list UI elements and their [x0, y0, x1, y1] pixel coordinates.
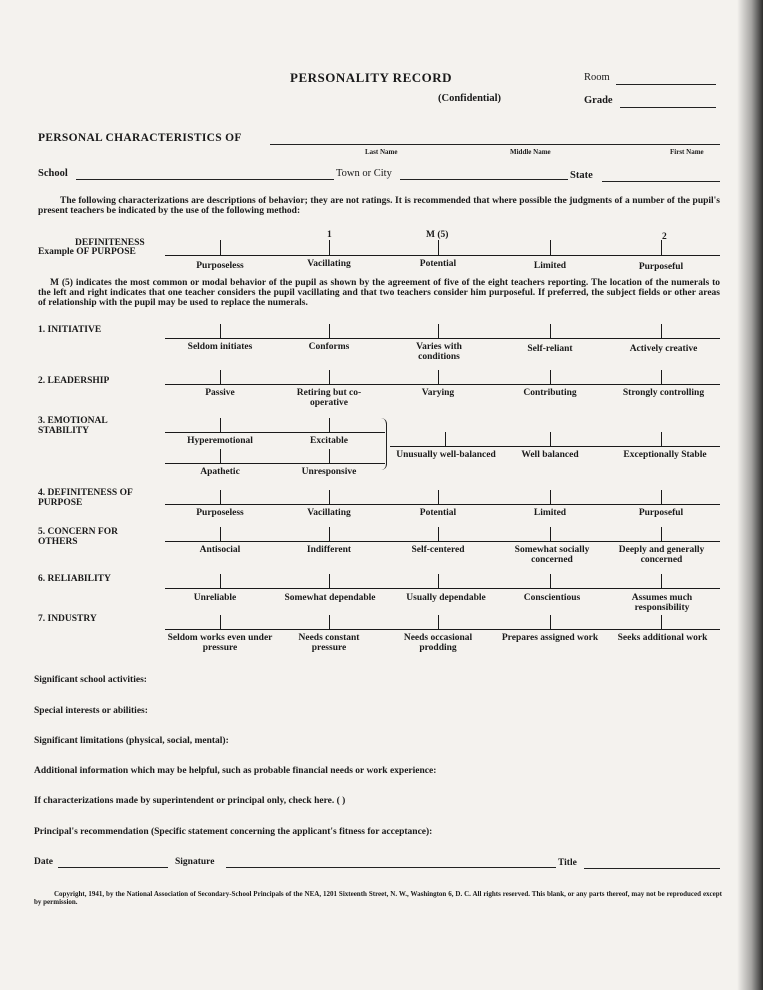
title-label: Title	[558, 858, 577, 868]
scale-label: Seldom works even under pressure	[167, 633, 273, 653]
brace	[379, 418, 387, 470]
scale-tick	[329, 574, 330, 589]
scale-tick	[550, 370, 551, 385]
scale-tick	[661, 615, 662, 630]
scale-label: Indifferent	[306, 545, 352, 555]
example-tick	[550, 240, 551, 255]
example-label: Potential	[419, 259, 457, 269]
example-tick	[438, 240, 439, 255]
scale-label: Vacillating	[307, 508, 351, 518]
scale-tick	[438, 527, 439, 542]
scale-label: Retiring but co-operative	[296, 388, 362, 408]
scale-label: Prepares assigned work	[501, 633, 599, 643]
example-heading-1: DEFINITENESS	[75, 238, 145, 248]
example-label: Purposeful	[638, 262, 684, 272]
scale-label: Somewhat socially concerned	[514, 545, 590, 565]
intro-paragraph: The following characterizations are descriptions of behavior; they are not ratings. It is recommended that where possible the judgments of a number of the pupil's present teachers be indicated by the use of the following method:	[38, 196, 720, 216]
signature-field[interactable]	[226, 867, 556, 868]
example-scale-line	[165, 255, 720, 256]
confidential-label: (Confidential)	[438, 93, 501, 104]
scale-tick	[438, 490, 439, 505]
room-label: Room	[584, 72, 610, 83]
scale-tick	[550, 490, 551, 505]
scale-line[interactable]	[165, 629, 720, 630]
scale-label: Actively creative	[629, 344, 698, 354]
scale-label: Self-reliant	[527, 344, 573, 354]
scale-tick	[438, 574, 439, 589]
scale-tick	[661, 370, 662, 385]
scan-edge-shadow	[737, 0, 763, 990]
scale-tick	[438, 370, 439, 385]
principal-only-checkbox-label[interactable]: If characterizations made by superintendent or principal only, check here. ( )	[34, 796, 346, 806]
scale-label: Potential	[419, 508, 457, 518]
scale-label: Conscientious	[523, 593, 581, 603]
grade-field[interactable]	[620, 107, 716, 108]
scale-label: Somewhat dependable	[284, 593, 376, 603]
name-field[interactable]	[270, 144, 720, 145]
example-tick	[329, 240, 330, 255]
scale-label: Contributing	[523, 388, 577, 398]
scale-line[interactable]	[165, 384, 720, 385]
scale-label: Needs constant pressure	[298, 633, 360, 653]
town-field[interactable]	[400, 179, 568, 180]
trait-concern-for-others: 5. CONCERN FOR OTHERS	[38, 527, 118, 547]
signature-label: Signature	[175, 857, 215, 867]
scale-label: Self-centered	[411, 545, 465, 555]
scale-label: Unreliable	[193, 593, 237, 603]
scale-tick	[220, 615, 221, 630]
activities-label: Significant school activities:	[34, 675, 147, 685]
scale-tick	[329, 324, 330, 339]
scale-label: Purposeful	[638, 508, 684, 518]
scale-tick	[550, 324, 551, 339]
scale-tick	[550, 574, 551, 589]
grade-label: Grade	[584, 95, 613, 106]
scale-label: Antisocial	[199, 545, 241, 555]
trait-initiative: 1. INITIATIVE	[38, 325, 102, 335]
form-title: PERSONALITY RECORD	[290, 70, 453, 85]
date-field[interactable]	[58, 867, 168, 868]
scale-tick	[329, 615, 330, 630]
scale-tick	[550, 432, 551, 447]
scale-tick	[329, 527, 330, 542]
scale-label: Excitable	[310, 436, 348, 446]
scale-tick	[550, 527, 551, 542]
example-tick	[220, 240, 221, 255]
scale-tick	[220, 418, 221, 433]
scale-label: Unusually well-balanced	[396, 450, 496, 460]
scale-tick	[220, 449, 221, 464]
first-name-caption: First Name	[670, 148, 704, 156]
example-mark-1: 1	[327, 230, 332, 240]
recommendation-label: Principal's recommendation (Specific statement concerning the applicant's fitness for acceptance):	[34, 827, 433, 837]
scale-tick	[661, 432, 662, 447]
scale-tick	[661, 527, 662, 542]
town-label: Town or City	[336, 168, 392, 179]
copyright-footer: Copyright, 1941, by the National Association of Secondary-School Principals of the NEA, 1201 Sixteenth Street, N. W., Washington 6, D. C. All rights reserved. This blank, or any parts thereof, may not be reproduced except by permission.	[34, 890, 722, 906]
school-field[interactable]	[76, 179, 334, 180]
scale-label: Hyperemotional	[187, 436, 253, 446]
scale-tick	[329, 490, 330, 505]
additional-info-label: Additional information which may be helpful, such as probable financial needs or work experience:	[34, 766, 437, 776]
scale-line-lower[interactable]	[165, 463, 385, 464]
example-mark-2: 2	[662, 232, 667, 242]
scale-line[interactable]	[165, 338, 720, 339]
scale-line[interactable]	[165, 588, 720, 589]
scale-tick	[329, 418, 330, 433]
state-field[interactable]	[602, 181, 720, 182]
date-label: Date	[34, 857, 53, 867]
scale-tick	[550, 615, 551, 630]
scale-label: Purposeless	[196, 508, 244, 518]
scale-label: Seeks additional work	[617, 633, 708, 643]
last-name-caption: Last Name	[365, 148, 398, 156]
scale-label: Seldom initiates	[187, 342, 253, 352]
scale-tick	[329, 370, 330, 385]
scale-line[interactable]	[165, 541, 720, 542]
scale-label: Well balanced	[521, 450, 579, 460]
scale-label: Apathetic	[200, 467, 240, 477]
example-mark-m5: M (5)	[426, 230, 449, 240]
scale-label: Strongly controlling	[622, 388, 705, 398]
scale-tick	[661, 324, 662, 339]
scale-tick	[445, 432, 446, 447]
scale-tick	[438, 324, 439, 339]
scale-label: Deeply and generally concerned	[618, 545, 705, 565]
scale-line-right[interactable]	[390, 446, 720, 447]
title-field[interactable]	[584, 868, 720, 869]
example-heading-2: Example OF PURPOSE	[38, 247, 136, 257]
example-label: Vacillating	[307, 259, 351, 269]
scale-tick	[661, 574, 662, 589]
state-label: State	[570, 170, 593, 181]
personal-characteristics-label: PERSONAL CHARACTERISTICS OF	[38, 132, 242, 144]
scale-label: Usually dependable	[406, 593, 486, 603]
scale-line[interactable]	[165, 504, 720, 505]
scale-tick	[220, 324, 221, 339]
scale-label: Passive	[205, 388, 235, 398]
scale-label: Conforms	[308, 342, 350, 352]
scale-tick	[438, 615, 439, 630]
trait-emotional-stability: 3. EMOTIONAL STABILITY	[38, 416, 108, 436]
scale-tick	[661, 490, 662, 505]
trait-industry: 7. INDUSTRY	[38, 614, 97, 624]
example-tick	[661, 240, 662, 255]
scale-label: Assumes much responsibility	[631, 593, 693, 613]
interests-label: Special interests or abilities:	[34, 706, 148, 716]
scale-tick	[220, 370, 221, 385]
scale-tick	[220, 574, 221, 589]
scale-label: Needs occasional prodding	[403, 633, 473, 653]
scale-tick	[220, 490, 221, 505]
scale-label: Varies with conditions	[416, 342, 462, 362]
scale-label: Exceptionally Stable	[623, 450, 707, 460]
scale-line-upper[interactable]	[165, 432, 385, 433]
school-label: School	[38, 168, 68, 179]
explanation-paragraph: M (5) indicates the most common or modal behavior of the pupil as shown by the agreement of five of the eight teachers reporting. The location of the numerals to the left and right indicates that one teacher considers the pupil vacillating and that two teachers consider him purposeful. If preferred, the subject fields or other areas of relationship with the pupil may be used to replace the numerals.	[38, 278, 720, 308]
example-label: Limited	[533, 261, 567, 271]
trait-definiteness-of-purpose: 4. DEFINITENESS OF PURPOSE	[38, 488, 133, 508]
room-field[interactable]	[616, 84, 716, 85]
limitations-label: Significant limitations (physical, social, mental):	[34, 736, 229, 746]
scale-label: Unresponsive	[301, 467, 357, 477]
scale-tick	[329, 449, 330, 464]
scale-label: Varying	[421, 388, 455, 398]
scale-tick	[220, 527, 221, 542]
scale-label: Limited	[533, 508, 567, 518]
trait-leadership: 2. LEADERSHIP	[38, 376, 110, 386]
example-label: Purposeless	[196, 261, 244, 271]
middle-name-caption: Middle Name	[510, 148, 551, 156]
trait-reliability: 6. RELIABILITY	[38, 574, 111, 584]
